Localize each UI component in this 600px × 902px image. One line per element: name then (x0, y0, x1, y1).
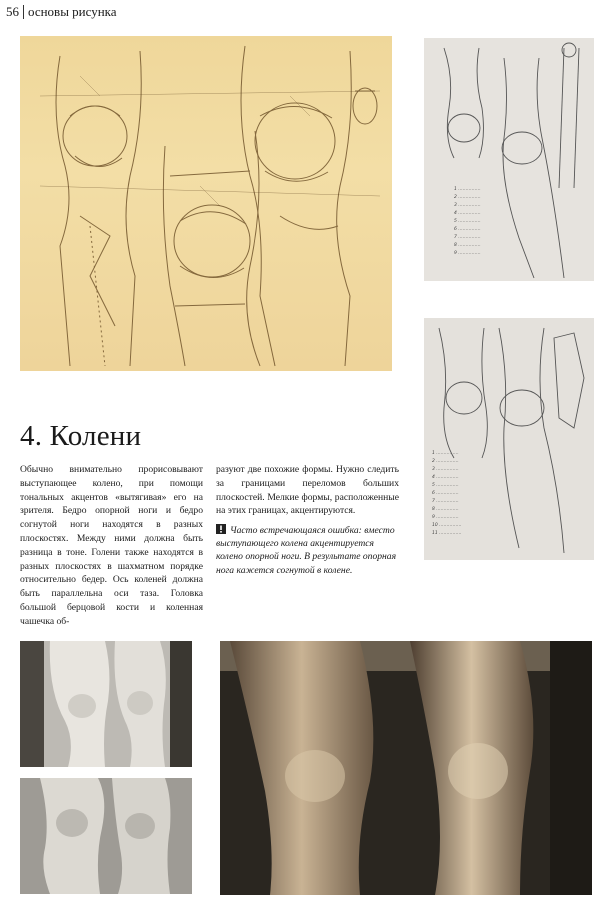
anatomy-bones-drawing (424, 38, 594, 281)
running-section-title: основы рисунка (28, 4, 117, 19)
photo-2-image (20, 778, 192, 894)
svg-text:5 ……………: 5 …………… (432, 483, 459, 488)
photo-3-image (220, 641, 592, 895)
svg-text:4 ……………: 4 …………… (432, 475, 459, 480)
chapter-heading: 4. Колени (20, 420, 142, 452)
svg-text:2 ……………: 2 …………… (432, 459, 459, 464)
svg-text:7 ……………: 7 …………… (454, 235, 481, 240)
note-text: Часто встречающаяся ошибка: вместо выступающего колена акцентируется колено опорной ноги. В результате опорная нога кажется согнутой в колене. (216, 525, 397, 576)
svg-text:4 ……………: 4 …………… (454, 211, 481, 216)
svg-text:6 ……………: 6 …………… (432, 491, 459, 496)
svg-text:8 ……………: 8 …………… (432, 507, 459, 512)
sculpture-knees-photo-2 (20, 778, 192, 894)
sketch-drawing (20, 36, 392, 371)
svg-text:1 ……………: 1 …………… (454, 187, 481, 192)
svg-text:10 ……………: 10 …………… (432, 523, 462, 528)
svg-text:6 ……………: 6 …………… (454, 227, 481, 232)
anatomy-muscles-drawing (424, 318, 594, 560)
svg-text:3 ……………: 3 …………… (454, 203, 481, 208)
anatomy-figure-bones (424, 38, 594, 281)
svg-text:7 ……………: 7 …………… (432, 499, 459, 504)
svg-text:1 ……………: 1 …………… (432, 451, 459, 456)
svg-text:2 ……………: 2 …………… (454, 195, 481, 200)
body-text-column-2: разуют две похожие формы. Нужно следить за границами переломов больших плоскостей. Мелкие формы, расположенные на этих границах, акцентируются. (216, 464, 399, 517)
svg-text:8 ……………: 8 …………… (454, 243, 481, 248)
svg-text:9 ……………: 9 …………… (432, 515, 459, 520)
svg-text:9 ……………: 9 …………… (454, 251, 481, 256)
warning-square-icon (216, 524, 226, 534)
sculpture-knees-photo-1 (20, 641, 192, 767)
body-text-column-1: Обычно внимательно прорисовывают выступающее колено, при помощи тональных акцентов «вытягивая» его на зрителя. Бедро опорной ноги и бедро согнутой ноги находятся в разных плоскостях. Между ними должна быть разница в тоне. Голени также находятся в разных плоскостях в шахматном порядке относительно бедер. Ось коленей должна быть параллельна оси таза. Головка большой берцовой кости и коленная чашечка об- (20, 464, 203, 627)
svg-text:3 ……………: 3 …………… (432, 467, 459, 472)
photo-1-image (20, 641, 192, 767)
header-separator (23, 5, 24, 19)
warning-mark-glyph (216, 524, 226, 534)
knee-sketches-illustration (20, 36, 392, 371)
common-mistake-note (216, 524, 402, 577)
svg-text:11 ……………: 11 …………… (432, 531, 462, 536)
svg-text:5 ……………: 5 …………… (454, 219, 481, 224)
anatomy-figure-muscles (424, 318, 594, 560)
painting-knees-detail (220, 641, 592, 895)
page-number: 56 (6, 4, 19, 19)
